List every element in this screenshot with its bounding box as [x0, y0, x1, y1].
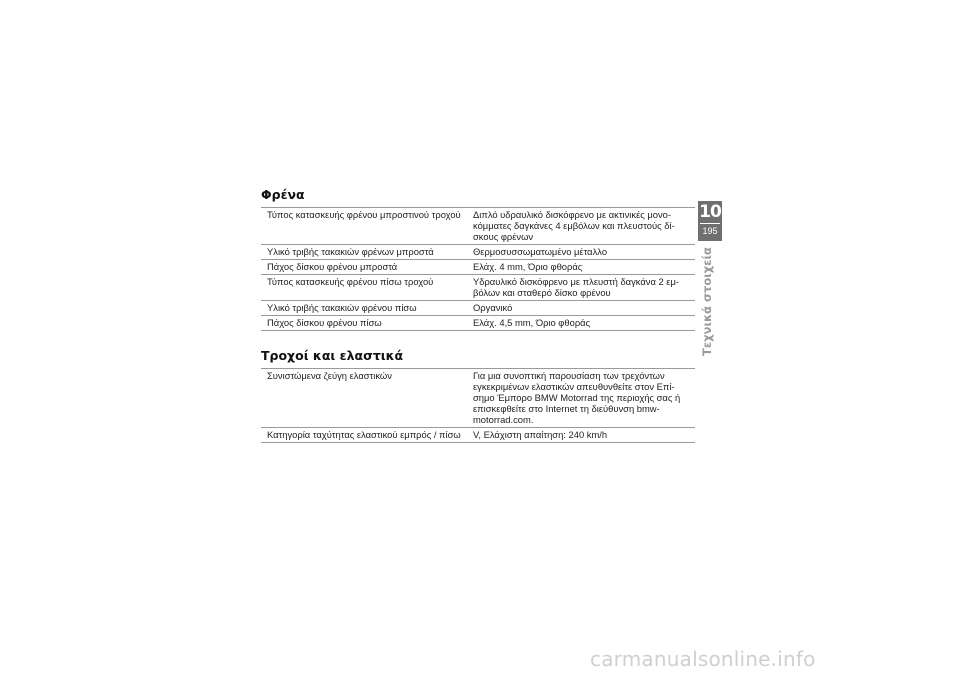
- spec-value: Διπλό υδραυλικό δισκόφρενο με ακτινικές μονοκόμματες δαγκάνες 4 εμβόλων και πλευστούς δίσκους φρένων: [467, 208, 695, 245]
- table-row: [261, 369, 695, 428]
- spec-label: Υλικό τριβής τακακιών φρένων μπροστά: [261, 245, 467, 260]
- chapter-side-title: Τεχνικά στοιχεία: [700, 247, 714, 356]
- spec-label: Κατηγορία ταχύτητας ελαστικού εμπρός / πίσω: [261, 428, 467, 443]
- spec-label: Συνιστώμενα ζεύγη ελαστικών: [261, 369, 467, 428]
- watermark: carmanualsonline.info: [590, 647, 816, 671]
- brakes-section: [261, 187, 691, 331]
- chapter-tab: [698, 201, 722, 241]
- spec-value: Για μια συνοπτική παρουσίαση των τρεχόντων εγκεκριμένων ελαστικών απευθυνθείτε στον Επίσημο Έμπορο BMW Motorrad της περιοχής σας ή επισκεφθείτε στο Internet τη διεύθυνση bmw-motorrad.com.: [467, 369, 695, 428]
- section-title-tyres: Τροχοί και ελαστικά: [261, 348, 404, 363]
- spec-value: Θερμοσυσσωματωμένο μέταλλο: [467, 245, 695, 260]
- spec-label: Πάχος δίσκου φρένου πίσω: [261, 316, 467, 331]
- table-row: [261, 208, 695, 245]
- spec-value: Ελάχ. 4,5 mm, Όριο φθοράς: [467, 316, 695, 331]
- tyres-spec-table: [261, 368, 695, 443]
- chapter-number: 10: [699, 202, 721, 222]
- spec-label: Τύπος κατασκευής φρένου μπροστινού τροχού: [261, 208, 467, 245]
- table-row: [261, 275, 695, 301]
- table-row: [261, 245, 695, 260]
- table-row: [261, 316, 695, 331]
- spec-value: Οργανικό: [467, 301, 695, 316]
- spec-label: Υλικό τριβής τακακιών φρένου πίσω: [261, 301, 467, 316]
- table-row: [261, 301, 695, 316]
- page-number: 195: [700, 223, 720, 238]
- table-row: [261, 260, 695, 275]
- table-row: [261, 428, 695, 443]
- spec-label: Πάχος δίσκου φρένου μπροστά: [261, 260, 467, 275]
- spec-value: V, Ελάχιστη απαίτηση: 240 km/h: [467, 428, 695, 443]
- spec-value: Υδραυλικό δισκόφρενο με πλευστή δαγκάνα 2 εμβόλων και σταθερό δίσκο φρένου: [467, 275, 695, 301]
- brakes-spec-table: [261, 207, 695, 331]
- section-title-brakes: Φρένα: [261, 187, 305, 202]
- spec-label: Τύπος κατασκευής φρένου πίσω τροχού: [261, 275, 467, 301]
- tyres-section: [261, 348, 691, 443]
- spec-value: Ελάχ. 4 mm, Όριο φθοράς: [467, 260, 695, 275]
